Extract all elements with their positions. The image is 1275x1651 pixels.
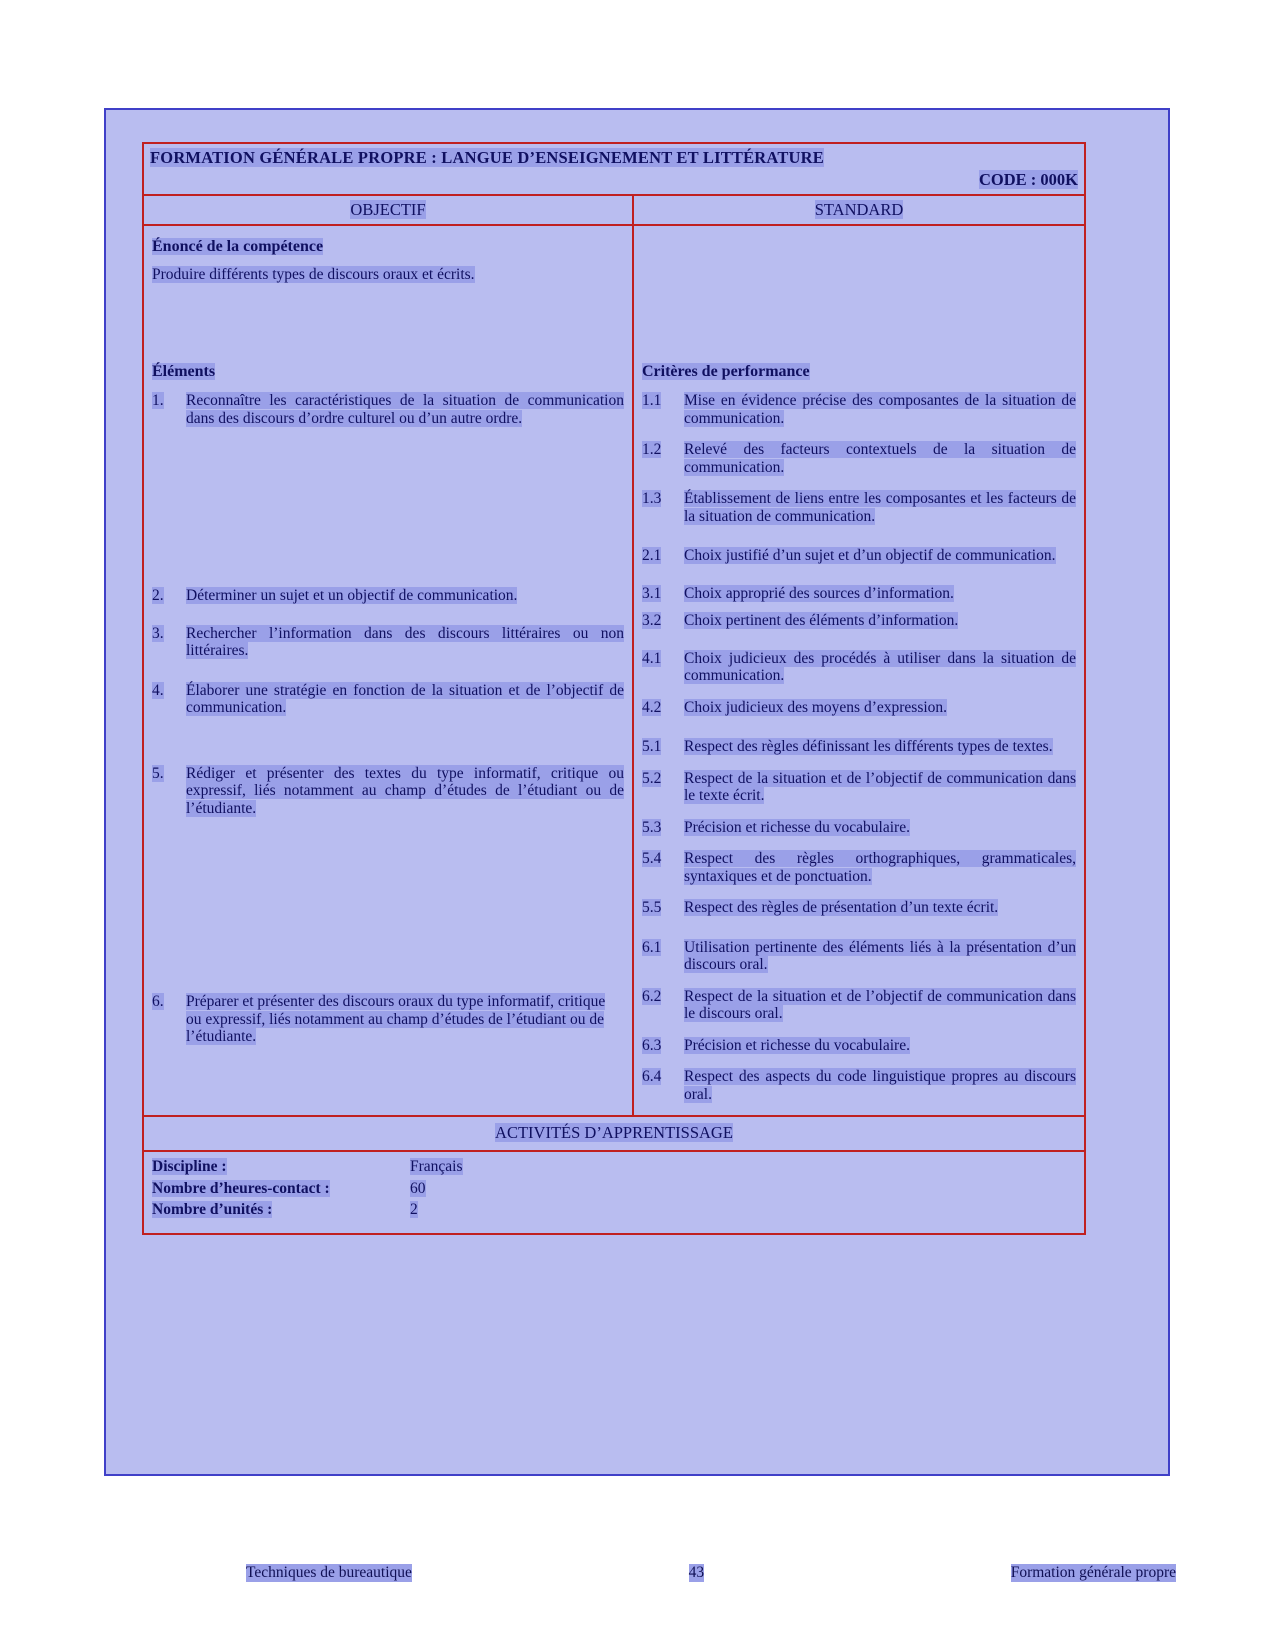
competence-table: [142, 142, 1086, 1235]
elements-column: [144, 386, 634, 1115]
list-item: 6.4 Respect des aspects du code linguistique propres au discours oral.: [642, 1068, 1076, 1103]
table-row: Discipline : Français: [152, 1158, 463, 1175]
activities-title-row: [144, 1117, 1084, 1152]
list-item: 6.3 Précision et richesse du vocabulaire.: [642, 1036, 910, 1054]
document-code: CODE : 000K: [979, 170, 1078, 189]
list-item: 6.2 Respect de la situation et de l’objectif de communication dans le discours oral.: [642, 987, 1076, 1022]
document-page: [104, 108, 1176, 1581]
competence-heading: Énoncé de la compétence: [152, 238, 324, 255]
list-item: 1. Reconnaître les caractéristiques de la situation de communication dans des discours d’ordre culturel ou d’un autre ordre.: [152, 392, 624, 427]
list-item: 2. Déterminer un sujet et un objectif de communication.: [152, 587, 518, 604]
list-item: 1.3 Établissement de liens entre les composantes et les facteurs de la situation de communication.: [642, 490, 1076, 525]
list-item: 1.2 Relevé des facteurs contextuels de la situation de communication.: [642, 441, 1076, 476]
column-header-objectif: OBJECTIF: [144, 196, 634, 224]
criteria-column: [634, 386, 1084, 1115]
page-footer: [246, 1564, 1176, 1582]
activities-title: ACTIVITÉS D’APPRENTISSAGE: [495, 1123, 733, 1142]
list-item: 4.2 Choix judicieux des moyens d’expression.: [642, 698, 948, 716]
competence-row: [144, 226, 1084, 356]
list-item: 3.2 Choix pertinent des éléments d’information.: [642, 612, 959, 629]
column-header-row: [144, 196, 1084, 226]
list-item: 6. Préparer et présenter des discours oraux du type informatif, critique ou expressif, liés notamment au champ d’études de l’étudiant ou de l’étudiante.: [152, 993, 606, 1045]
list-item: 3. Rechercher l’information dans des discours littéraires ou non littéraires.: [152, 624, 624, 659]
body-row: [144, 386, 1084, 1117]
criteria-heading-cell: Critères de performance: [642, 363, 810, 380]
list-item: 6.1 Utilisation pertinente des éléments liés à la présentation d’un discours oral.: [642, 938, 1076, 973]
list-item: 1.1 Mise en évidence précise des composantes de la situation de communication.: [642, 392, 1076, 427]
subheading-row: [144, 356, 1084, 386]
competence-text: Produire différents types de discours oraux et écrits.: [152, 266, 475, 283]
table-code-row: [144, 169, 1084, 196]
list-item: 5. Rédiger et présenter des textes du type informatif, critique ou expressif, liés notamment au champ d’études de l’étudiant ou de l’étudiante.: [152, 764, 624, 817]
list-item: 4. Élaborer une stratégie en fonction de la situation et de l’objectif de communication.: [152, 681, 624, 716]
list-item: 5.2 Respect de la situation et de l’objectif de communication dans le texte écrit.: [642, 769, 1076, 804]
list-item: 3.1 Choix approprié des sources d’information.: [642, 584, 954, 602]
footer-right: Formation générale propre: [1010, 1564, 1176, 1581]
footer-left: Techniques de bureautique: [246, 1564, 412, 1581]
competence-standard-cell: [634, 226, 1084, 356]
table-header-row: [144, 144, 1084, 169]
footer-page-number: 43: [688, 1564, 705, 1581]
list-item: 5.5 Respect des règles de présentation d’un texte écrit.: [642, 899, 999, 916]
table-row: Nombre d’unités : 2: [152, 1201, 418, 1219]
elements-heading-cell: Éléments: [144, 356, 634, 386]
competence-cell: [144, 226, 634, 356]
table-row: Nombre d’heures-contact : 60: [152, 1179, 426, 1197]
header-title: FORMATION GÉNÉRALE PROPRE : LANGUE D’ENSEIGNEMENT ET LITTÉRATURE: [150, 148, 824, 167]
list-item: 5.1 Respect des règles définissant les différents types de textes.: [642, 738, 1053, 755]
activities-details: [144, 1152, 1084, 1233]
activities-details-row: [144, 1152, 1084, 1233]
column-header-standard: STANDARD: [814, 200, 904, 219]
list-item: 2.1 Choix justifié d’un sujet et d’un objectif de communication.: [642, 547, 1056, 564]
list-item: 5.4 Respect des règles orthographiques, grammaticales, syntaxiques et de ponctuation.: [642, 850, 1076, 885]
list-item: 4.1 Choix judicieux des procédés à utiliser dans la situation de communication.: [642, 649, 1076, 684]
list-item: 5.3 Précision et richesse du vocabulaire.: [642, 818, 910, 836]
